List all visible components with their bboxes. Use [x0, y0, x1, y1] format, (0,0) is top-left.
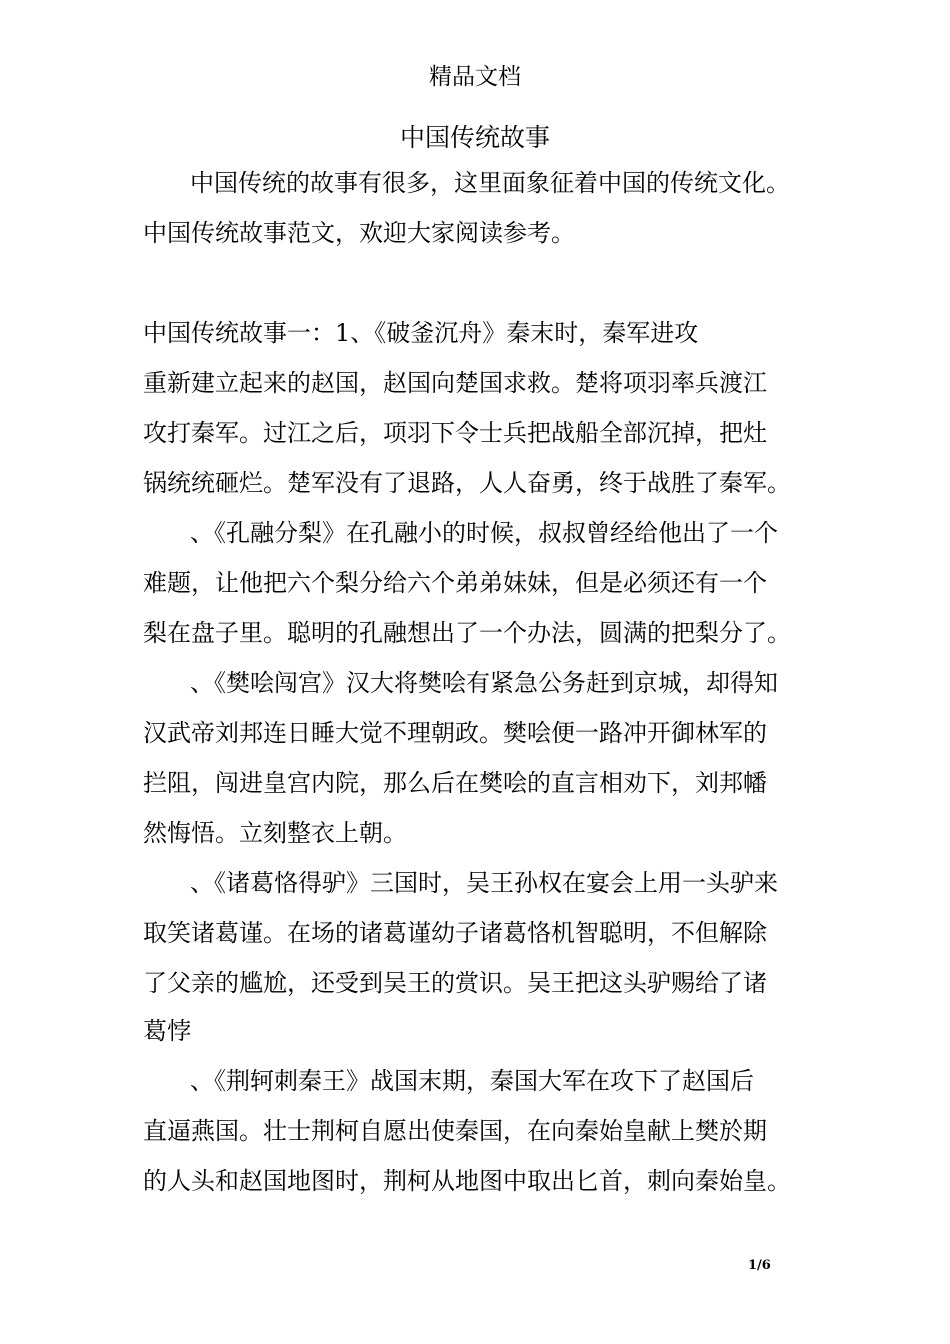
text-line: 了父亲的尴尬，还受到吴王的赏识。吴王把这头驴赐给了诸 — [143, 969, 767, 997]
text-line: 中国传统的故事有很多，这里面象征着中国的传统文化。 — [190, 169, 790, 197]
text-line: 直逼燕国。壮士荆柯自愿出使秦国，在向秦始皇献上樊於期 — [143, 1117, 767, 1145]
page-header: 精品文档 — [429, 64, 521, 90]
text-line: 葛悖 — [143, 1017, 191, 1045]
text-line: 攻打秦军。过江之后，项羽下令士兵把战船全部沉掉，把灶 — [143, 419, 767, 447]
text-line: 、《孔融分梨》在孔融小的时候，叔叔曾经给他出了一个 — [190, 519, 778, 547]
text-line: 锅统统砸烂。楚军没有了退路，人人奋勇，终于战胜了秦军。 — [143, 469, 791, 497]
text-line: 取笑诸葛谨。在场的诸葛谨幼子诸葛恪机智聪明，不但解除 — [143, 919, 767, 947]
text-line: 、《诸葛恪得驴》三国时，吴王孙权在宴会上用一头驴来 — [190, 869, 778, 897]
text-line: 中国传统故事一：1、《破釜沉舟》秦末时，秦军进攻 — [143, 319, 699, 347]
text-line: 重新建立起来的赵国，赵国向楚国求救。楚将项羽率兵渡江 — [143, 369, 767, 397]
text-line: 、《樊哙闯宫》汉大将樊哙有紧急公务赶到京城，却得知 — [190, 669, 778, 697]
text-line: 拦阻，闯进皇宫内院，那么后在樊哙的直言相劝下，刘邦幡 — [143, 769, 767, 797]
text-line: 然悔悟。立刻整衣上朝。 — [143, 819, 407, 847]
text-line: 中国传统故事范文，欢迎大家阅读参考。 — [143, 219, 575, 247]
text-line: 的人头和赵国地图时，荆柯从地图中取出匕首，刺向秦始皇。 — [143, 1167, 791, 1195]
text-line: 汉武帝刘邦连日睡大觉不理朝政。樊哙便一路冲开御林军的 — [143, 719, 767, 747]
text-line: 难题，让他把六个梨分给六个弟弟妹妹，但是必须还有一个 — [143, 569, 767, 597]
text-line: 、《荆轲刺秦王》战国末期，秦国大军在攻下了赵国后 — [190, 1067, 754, 1095]
page-number: 1/6 — [748, 1258, 771, 1273]
document-title: 中国传统故事 — [399, 123, 550, 152]
text-line: 梨在盘子里。聪明的孔融想出了一个办法，圆满的把梨分了。 — [143, 619, 791, 647]
